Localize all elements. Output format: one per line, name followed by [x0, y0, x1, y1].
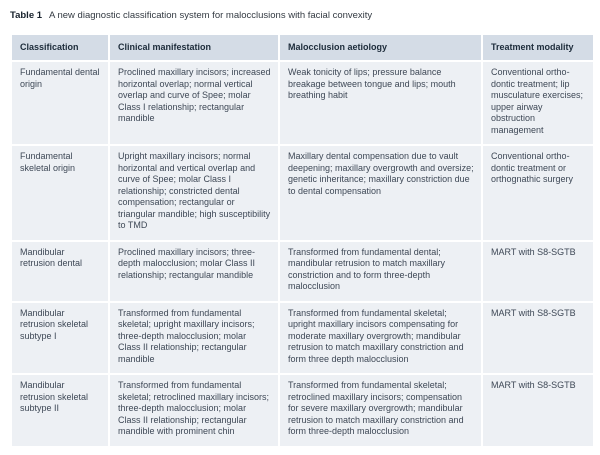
cell-treatment-modality: MART with S8-SGTB: [482, 374, 594, 447]
table-caption: [10, 10, 372, 21]
cell-malocclusion-aetiology: Transformed from fundamental skeletal; retroclined maxillary incisors; compensation for severe maxillary overgrowth; mandibular retrusion to match maxillary constriction and form three-depth malocclusion: [279, 374, 482, 447]
cell-clinical-manifestation: Transformed from fundamental skeletal; upright maxillary incisors; three-depth malocclusion; molar Class II relationship; rectangular mandible: [109, 302, 279, 375]
cell-malocclusion-aetiology: Transformed from fundamental skeletal; upright maxillary incisors compensating for moderate maxillary overgrowth; mandibular retrusion to match maxillary constriction and form three depth malocclusion: [279, 302, 482, 375]
cell-treatment-modality: MART with S8-SGTB: [482, 241, 594, 302]
column-header-clinical-manifestation: Clinical manifestation: [109, 34, 279, 61]
table-number-label: Table 1: [10, 10, 43, 21]
column-header-malocclusion-aetiology: Malocclusion aetiology: [279, 34, 482, 61]
cell-clinical-manifestation: Proclined maxillary incisors; three-depth malocclusion; molar Class II relationship; rectangular mandible: [109, 241, 279, 302]
cell-malocclusion-aetiology: Maxillary dental compensation due to vault deepening; maxillary overgrowth and oversize; genetic inheritance; maxillary constriction due to dental compensation: [279, 145, 482, 241]
cell-classification: Fundamental skeletal origin: [11, 145, 109, 241]
classification-table: [10, 33, 595, 448]
table-row: [11, 241, 594, 302]
cell-malocclusion-aetiology: Weak tonicity of lips; pressure balance breakage between tongue and lips; mouth breathing habit: [279, 61, 482, 145]
cell-malocclusion-aetiology: Transformed from fundamental dental; mandibular retrusion to match maxillary constriction and to form three-depth malocclusion: [279, 241, 482, 302]
cell-classification: Mandibular retrusion dental: [11, 241, 109, 302]
table-caption-text: A new diagnostic classification system for malocclusions with facial convexity: [49, 10, 373, 21]
cell-clinical-manifestation: Upright maxillary incisors; normal horizontal and vertical overlap and curve of Spee; molar Class I relationship; constricted dental compensation; rectangular or triangular mandible; high susceptibility to TMD: [109, 145, 279, 241]
cell-treatment-modality: MART with S8-SGTB: [482, 302, 594, 375]
table-row: [11, 302, 594, 375]
table-row: [11, 374, 594, 447]
cell-clinical-manifestation: Proclined maxillary incisors; increased horizontal overlap; normal vertical overlap and curve of Spee; molar Class I relationship; rectangular mandible: [109, 61, 279, 145]
cell-clinical-manifestation: Transformed from fundamental skeletal; retroclined maxillary incisors; three-depth malocclusion; molar Class II relationship; rectangular mandible with prominent chin: [109, 374, 279, 447]
cell-classification: Fundamental dental origin: [11, 61, 109, 145]
column-header-classification: Classification: [11, 34, 109, 61]
table-row: [11, 61, 594, 145]
cell-treatment-modality: Conventional orthodontic treatment or orthognathic surgery: [482, 145, 594, 241]
cell-treatment-modality: Conventional orthodontic treatment; lip musculature exercises; upper airway obstruction management: [482, 61, 594, 145]
header-row: [11, 34, 594, 61]
cell-classification: Mandibular retrusion skeletal subtype II: [11, 374, 109, 447]
table-row: [11, 145, 594, 241]
cell-classification: Mandibular retrusion skeletal subtype I: [11, 302, 109, 375]
column-header-treatment-modality: Treatment modality: [482, 34, 594, 61]
